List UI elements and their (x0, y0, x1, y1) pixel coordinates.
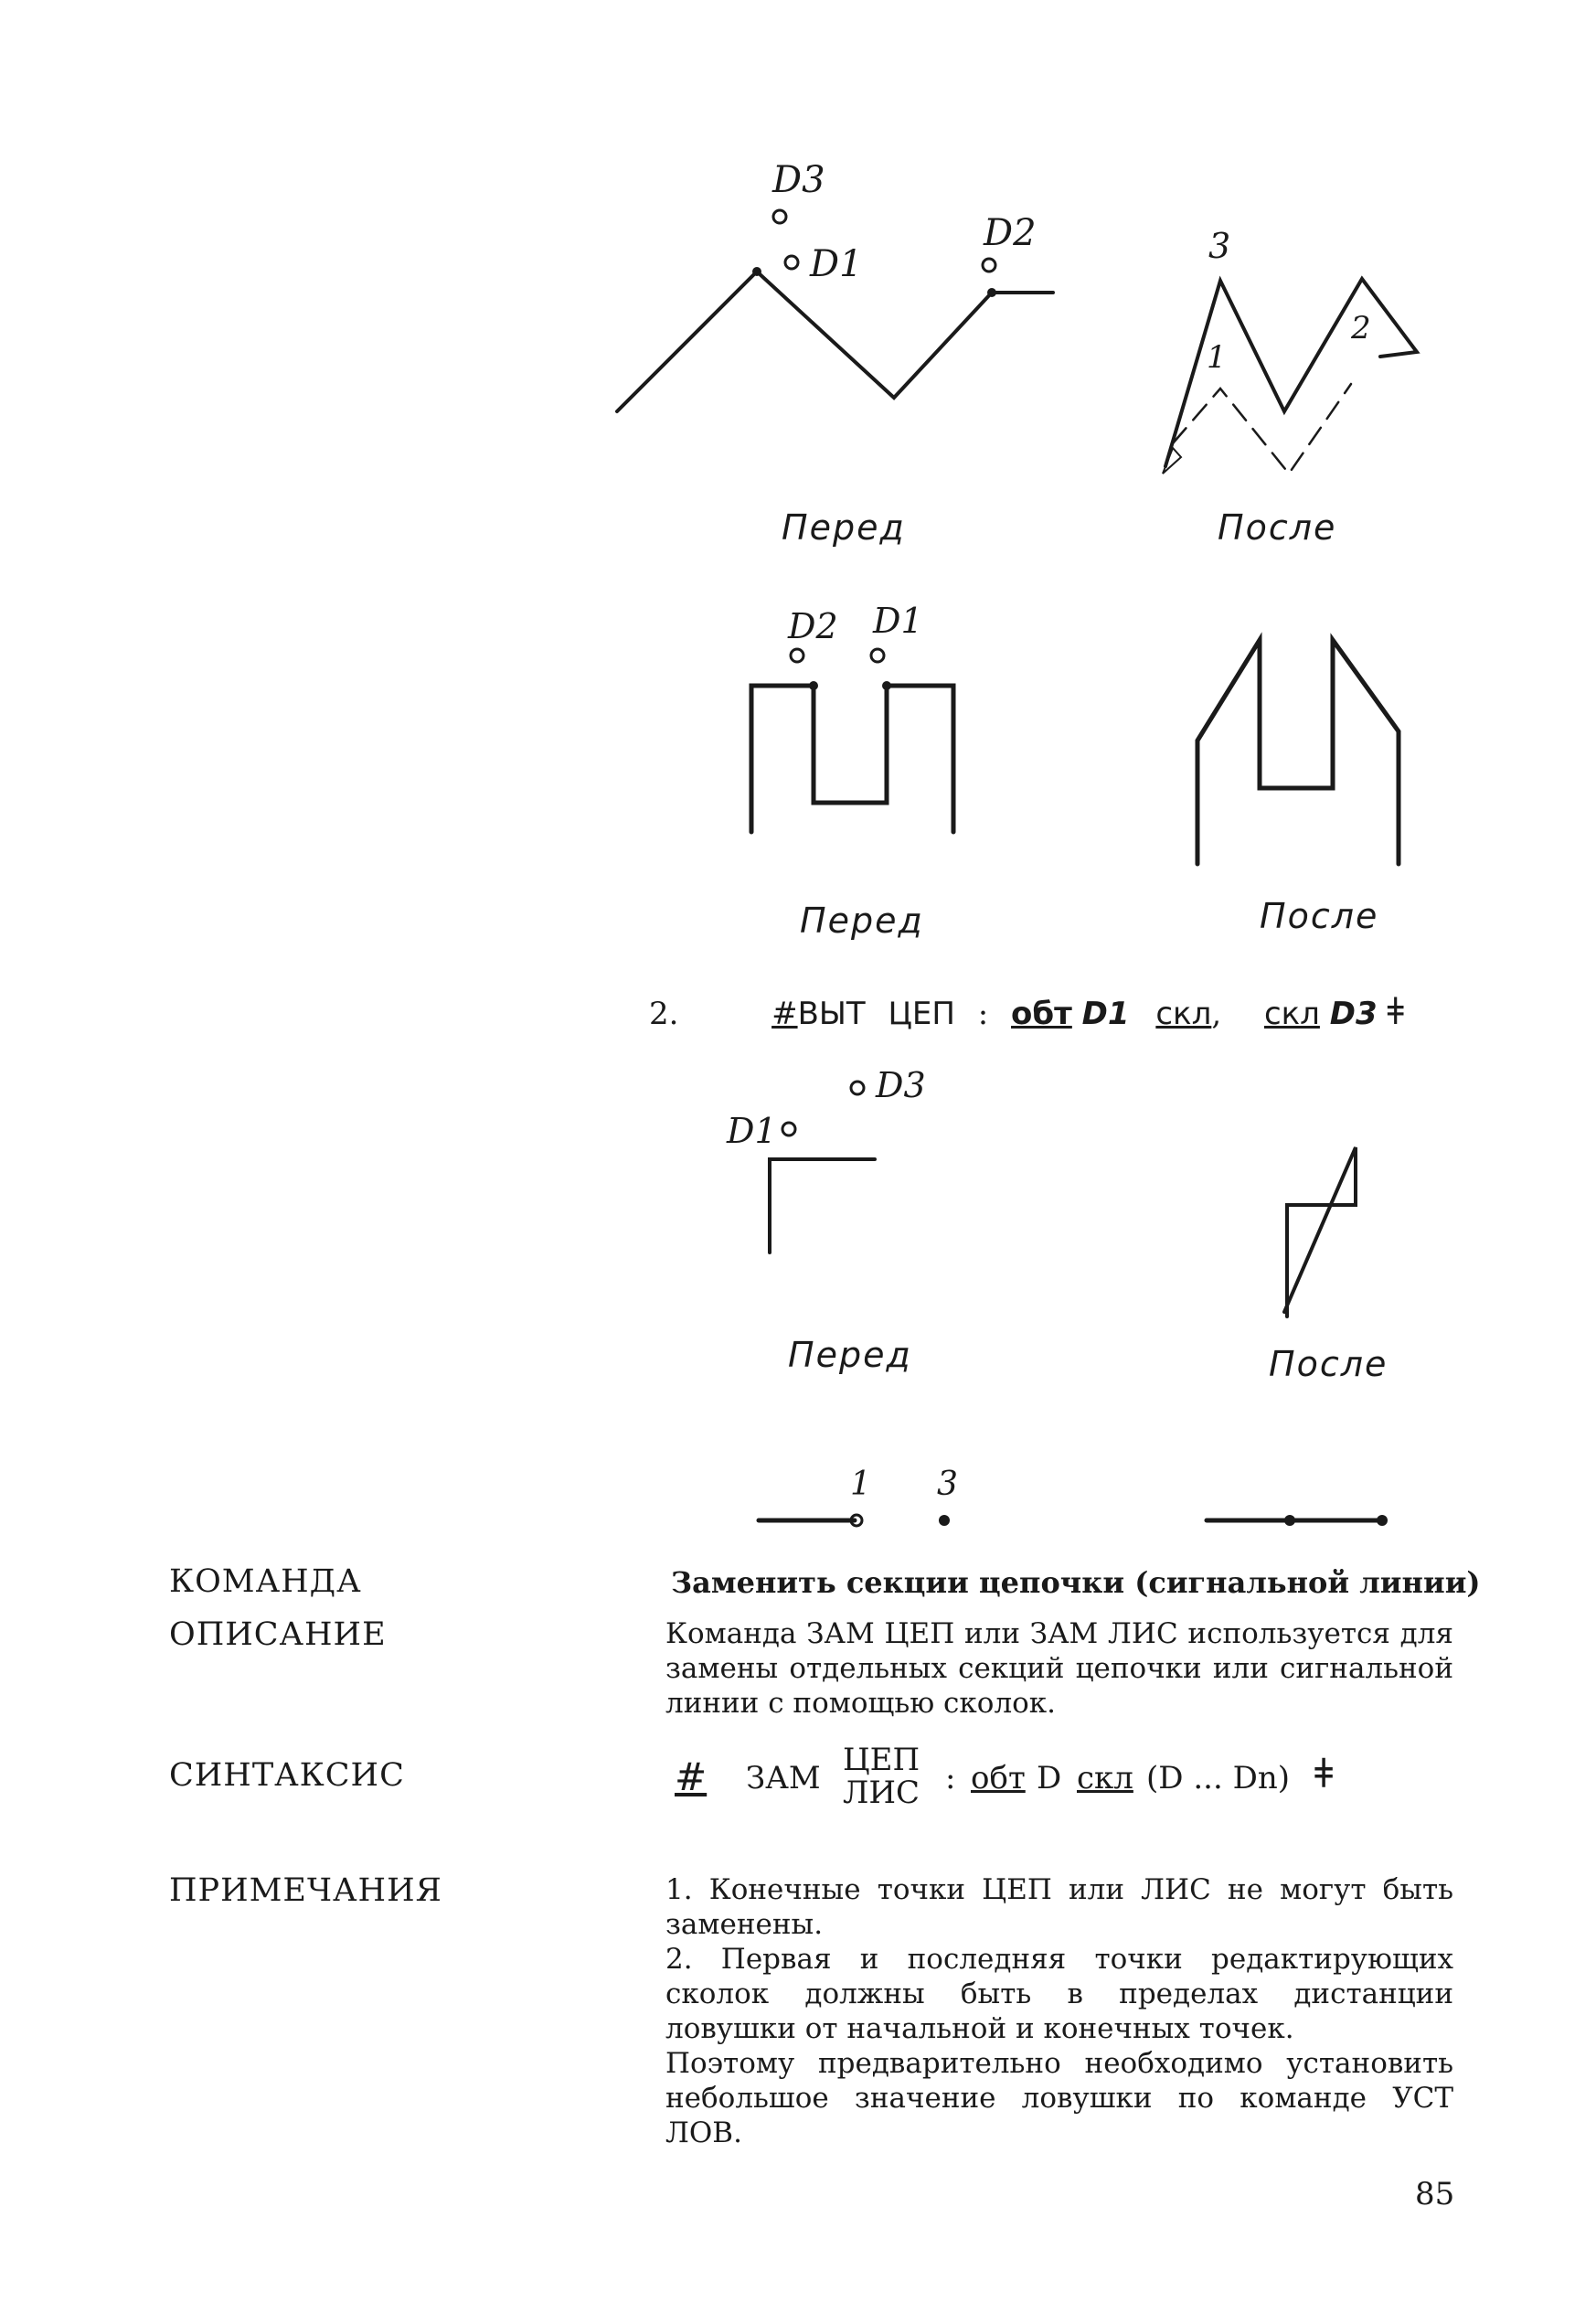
example2-comma: , (1211, 996, 1222, 1032)
figure3-before (726, 1065, 926, 1375)
label-3: 3 (937, 1466, 958, 1503)
syntax-cmd: ЗАМ (746, 1760, 821, 1796)
figure2-after (1197, 640, 1399, 936)
label-d1: D1 (810, 243, 863, 285)
figure1-after-old-chain (1173, 384, 1351, 474)
figure2-before-chain (751, 686, 953, 832)
figure2-before-vertex (809, 681, 818, 690)
label-1: 1 (850, 1466, 871, 1503)
label-d1: D1 (873, 601, 923, 641)
page-number: 85 (1415, 2176, 1455, 2212)
caption-after: После (1260, 896, 1379, 936)
example2-colon: : (977, 996, 989, 1032)
command-label: КОМАНДА (169, 1563, 362, 1600)
figure4-point-3 (939, 1515, 950, 1526)
syntax-label: СИНТАКСИС (169, 1757, 405, 1794)
point-d1 (785, 256, 798, 269)
syntax-d: D (1037, 1760, 1062, 1796)
syntax-skl: скл (1077, 1760, 1133, 1796)
figure1-after-chain (1165, 279, 1417, 466)
note-1: 1. Конечные точки ЦЕП или ЛИС не могут быть заменены. (665, 1873, 1453, 1941)
syntax-opt2: ЛИС (843, 1775, 920, 1811)
syntax-args: (D ... Dn) (1146, 1760, 1290, 1796)
description-label: ОПИСАНИЕ (169, 1616, 387, 1653)
figure3-before-chain (770, 1159, 875, 1253)
note-3: Поэтому предварительно необходимо установить небольшое значение ловушки по команде УСТ ЛОВ. (665, 2047, 1453, 2149)
figure4-after-vertex (1284, 1515, 1295, 1526)
description-text: Команда ЗАМ ЦЕП или ЗАМ ЛИС используется для замены отдельных секций цепочки или сигнальной линии с помощью сколок. (665, 1617, 1453, 1720)
example2-obj: ЦЕП (888, 996, 955, 1032)
label-d2: D2 (984, 212, 1037, 254)
label-d3: D3 (876, 1065, 926, 1105)
figure1-after (1163, 226, 1417, 548)
notes-label: ПРИМЕЧАНИЯ (169, 1872, 442, 1909)
label-2: 2 (1351, 310, 1371, 346)
note-2: 2. Первая и последняя точки редактирующих сколок должны быть в пределах дистанции ловушки от начальной и конечных точек. (665, 1943, 1453, 2045)
example2-command (649, 991, 1404, 1033)
point-d2 (983, 259, 995, 272)
figure1-before-vertex (987, 288, 996, 297)
point-d2 (791, 649, 803, 662)
figure1-before-vertex (752, 267, 761, 276)
label-3: 3 (1208, 226, 1231, 266)
label-d2: D2 (788, 606, 838, 646)
label-d3: D3 (772, 159, 825, 201)
caption-after: После (1269, 1344, 1389, 1384)
caption-before: Перед (800, 901, 924, 941)
figure2-before (751, 601, 953, 941)
figure4-after-end (1377, 1515, 1388, 1526)
point-d3 (851, 1082, 864, 1094)
figure4 (759, 1466, 1388, 1526)
example2-cmd: ВЫТ (797, 996, 866, 1032)
figure2-after-chain (1197, 640, 1399, 864)
example2-d3: D3 (1329, 996, 1378, 1032)
example2-end: ǂ (1387, 991, 1404, 1033)
figure2-before-vertex (882, 681, 891, 690)
example2-skl1: скл (1155, 996, 1212, 1032)
point-d3 (773, 210, 786, 223)
example2-hash: # (771, 996, 798, 1032)
caption-before: Перед (788, 1335, 912, 1375)
label-1: 1 (1207, 339, 1227, 376)
point-d1 (782, 1123, 795, 1135)
syntax-colon: : (945, 1760, 956, 1796)
command-text: Заменить секции цепочки (сигнальной линии) (671, 1565, 1481, 1600)
figure3-after (1269, 1147, 1388, 1384)
syntax-hash: # (675, 1754, 708, 1799)
syntax-opt1: ЦЕП (843, 1742, 920, 1778)
figure3-after-chain (1284, 1147, 1356, 1317)
example2-d1: D1 (1081, 996, 1130, 1032)
example2-obt: обт (1011, 996, 1072, 1032)
syntax-obt: обт (971, 1760, 1026, 1796)
figure1-before (617, 159, 1053, 548)
point-d1 (871, 649, 884, 662)
label-d1: D1 (727, 1111, 777, 1151)
caption-before: Перед (782, 507, 906, 548)
example2-number: 2. (649, 996, 679, 1032)
syntax-end: ǂ (1314, 1751, 1334, 1797)
caption-after: После (1218, 507, 1337, 548)
notes-list (665, 1872, 1453, 2150)
example2-skl2: скл (1263, 996, 1320, 1032)
